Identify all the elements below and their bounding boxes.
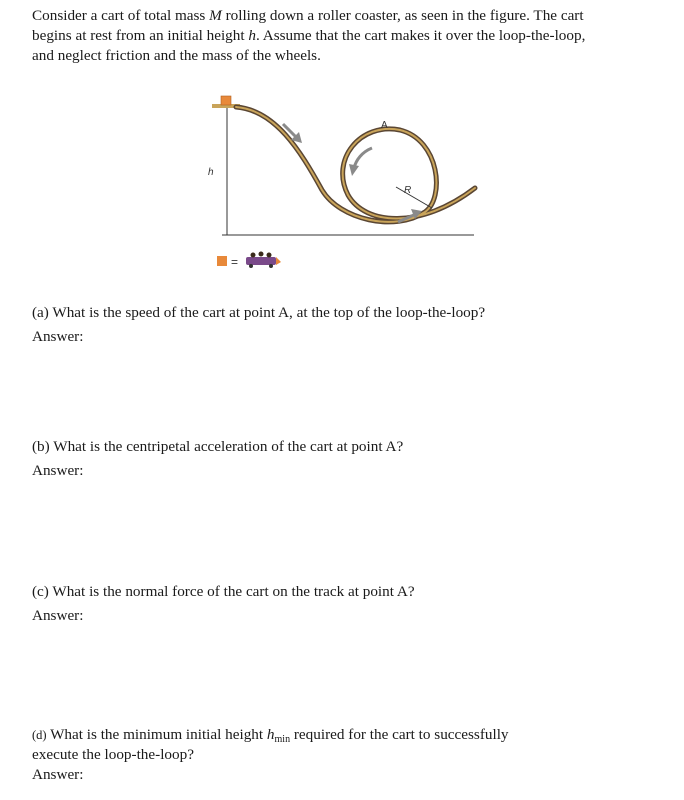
question-a-text: (a) What is the speed of the cart at point A, at the top of the loop-the-loop? — [32, 304, 486, 321]
question-d-prefix: (d) — [32, 728, 47, 742]
intro-text: begins at rest from an initial height — [32, 27, 249, 44]
label-R: R — [404, 185, 412, 196]
intro-text: and neglect friction and the mass of the wheels. — [32, 47, 321, 64]
question-d-text: required for the cart to successfully — [290, 726, 509, 743]
answer-c-label: Answer: — [32, 607, 84, 624]
intro-text: Consider a cart of total mass — [32, 7, 210, 24]
hmin-symbol: h — [266, 726, 275, 743]
question-c — [32, 582, 652, 626]
question-c-text: (c) What is the normal force of the cart on the track at point A? — [32, 583, 415, 600]
question-b — [32, 437, 652, 481]
question-d — [32, 725, 652, 785]
legend-square-icon — [217, 256, 227, 266]
intro-text: . Assume that the cart makes it over the loop-the-loop, — [255, 27, 586, 44]
radius-line — [396, 187, 432, 208]
question-d-text: What is the minimum initial height — [46, 726, 267, 743]
legend-equals: = — [231, 255, 239, 269]
mass-symbol: M — [209, 7, 222, 24]
label-A: A — [381, 120, 388, 131]
question-b-text: (b) What is the centripetal acceleration of the cart at point A? — [32, 438, 404, 455]
question-a — [32, 303, 652, 347]
hmin-subscript: min — [274, 734, 291, 745]
question-d-text: execute the loop-the-loop? — [32, 746, 194, 763]
intro-text: rolling down a roller coaster, as seen in the figure. The cart — [221, 7, 584, 24]
answer-d-label: Answer: — [32, 766, 84, 783]
label-h: h — [208, 167, 214, 178]
answer-b-label: Answer: — [32, 462, 84, 479]
cart-icon — [221, 96, 231, 105]
direction-arrow-icon — [349, 148, 372, 176]
cart-riders-icon — [246, 252, 281, 269]
answer-a-label: Answer: — [32, 328, 84, 345]
height-symbol: h — [248, 27, 256, 44]
